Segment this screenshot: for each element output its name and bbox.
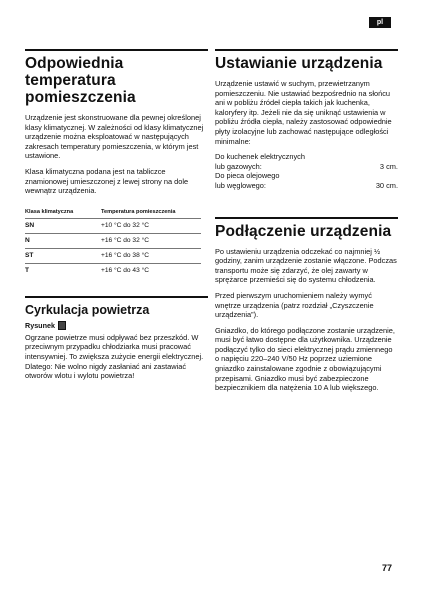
class-cell: ST <box>25 248 101 263</box>
paragraph-rating-plate: Klasa klimatyczna podana jest na tabliczce znamionowej umieszczonej z lewej strony na dole wewnątrz urządzenia. <box>25 166 189 196</box>
section-rule <box>215 49 398 51</box>
distance-row <box>215 162 398 172</box>
right-column <box>215 49 398 393</box>
heading-room-temperature: Odpowiednia temperatura pomieszczenia <box>25 55 136 106</box>
table-header-class: Klasa klimatyczna <box>25 208 74 215</box>
distance-row <box>215 181 398 191</box>
paragraph-cleaning: Przed pierwszym uruchomieniem należy wymyć wnętrze urządzenia (patrz rozdział „Czyszczenie urządzenia”). <box>215 290 374 320</box>
distance-value: 3 cm. <box>379 161 398 171</box>
page-number: 77 <box>381 563 392 573</box>
heading-installation: Ustawianie urządzenia <box>215 55 383 72</box>
figure-reference <box>25 321 208 330</box>
class-cell: SN <box>25 218 101 233</box>
temperature-cell: +16 °C do 32 °C <box>101 233 201 248</box>
table-row <box>25 263 201 278</box>
table-row <box>25 248 201 263</box>
heading-connection: Podłączenie urządzenia <box>215 222 392 240</box>
distance-value: 30 cm. <box>375 180 398 190</box>
distance-label: Do pieca olejowego <box>215 171 280 181</box>
table-row <box>25 218 201 233</box>
figure-label: Rysunek <box>25 320 55 330</box>
paragraph-installation: Urządzenie ustawić w suchym, przewietrzanym pomieszczeniu. Nie ustawiać bezpośrednio na słońcu ani w pobliżu źródeł ciepła takich jak kuchenka, kaloryfery itp. Jeżeli nie da się uniknąć ustawienia w pobliżu źródła ciepła, należy zastosować odpowiednie płyty izolacyjne lub zachować następujące odległości minimalne: <box>215 79 392 146</box>
temperature-cell: +16 °C do 43 °C <box>101 263 201 278</box>
temperature-cell: +10 °C do 32 °C <box>101 218 201 233</box>
language-badge: pl <box>369 17 391 28</box>
section-rule <box>215 217 398 219</box>
distance-label: lub gazowych: <box>215 161 262 171</box>
distance-row <box>215 152 398 162</box>
distance-row <box>215 171 398 181</box>
paragraph-climate-class: Urządzenie jest skonstruowane dla pewnej określonej klasy klimatycznej. W zależności od klasy klimatycznej urządzenie można eksploatować w następujących zakresach temperatury pomieszczenia, w którym jest ustawione. <box>25 113 204 161</box>
table-header-temperature: Temperatura pomieszczenia <box>101 208 176 215</box>
heading-air-circulation: Cyrkulacja powietrza <box>25 302 150 317</box>
climate-class-table <box>25 208 201 278</box>
paragraph-air-circulation: Ogrzane powietrze musi odpływać bez przeszkód. W przeciwnym przypadku chłodziarka musi pracować intensywniej. To zwiększa zużycie energii elektrycznej. Dlatego: Nie wolno nigdy zasłaniać ani zastawiać otworów wlotu i wylotu powietrza! <box>25 332 204 381</box>
class-cell: T <box>25 263 101 278</box>
temperature-cell: +16 °C do 38 °C <box>101 248 201 263</box>
paragraph-socket: Gniazdko, do którego podłączone zostanie urządzenie, musi być łatwo dostępne dla użytkownika. Urządzenie podłączyć tylko do sieci elektrycznej prądu zmiennego o napięciu 220–240 V/50 Hz poprzez uziemione gniazdko zainstalowane zgodnie z obowiązującymi przepisami. Gniazdko musi być zabezpieczone bezpiecznikiem dla natężenia 10 A lub większego. <box>215 325 395 393</box>
paragraph-waiting: Po ustawieniu urządzenia odczekać co najmniej ½ godziny, zanim urządzenie zostanie włączone. Podczas transportu może się zdarzyć, że olej zawarty w sprężarce przemieści się do systemu chłodzenia. <box>215 246 397 285</box>
left-column <box>25 49 208 381</box>
distance-label: lub węglowego: <box>215 180 266 190</box>
class-cell: N <box>25 233 101 248</box>
minimum-distances <box>215 152 398 190</box>
section-rule <box>25 49 208 51</box>
figure-number-icon <box>58 321 66 330</box>
distance-label: Do kuchenek elektrycznych <box>215 152 305 162</box>
table-row <box>25 233 201 248</box>
